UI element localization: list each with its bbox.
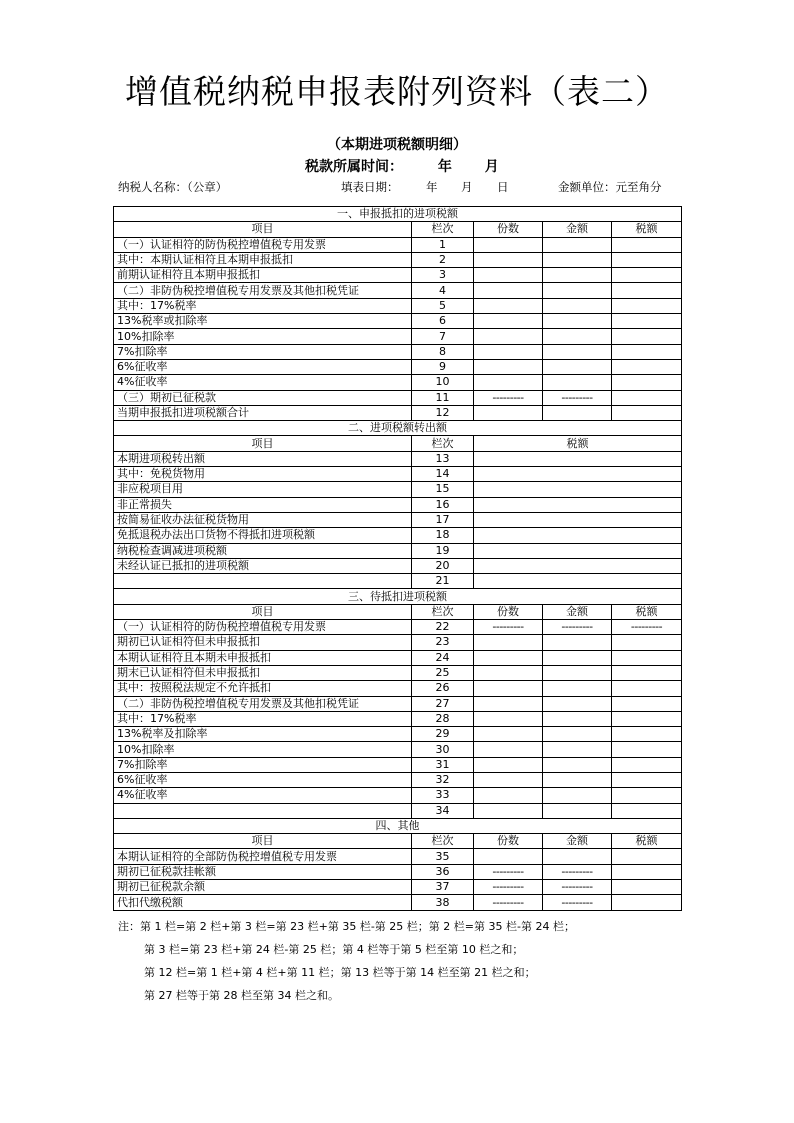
footnotes: [118, 915, 575, 1007]
copies-cell[interactable]: [474, 237, 543, 252]
tax-cell[interactable]: [474, 482, 682, 497]
row-label: 其中：17%税率: [114, 298, 412, 313]
table-row: [114, 390, 682, 405]
copies-cell[interactable]: [474, 283, 543, 298]
section-title: 四、其他: [114, 818, 682, 833]
column-header-row: [114, 222, 682, 237]
footnote-line: 第 12 栏=第 1 栏+第 4 栏+第 11 栏；第 13 栏等于第 14 栏至第 21 栏之和；: [144, 966, 536, 979]
header-item: 项目: [114, 222, 412, 237]
row-number: 12: [412, 405, 474, 420]
row-number: 27: [412, 696, 474, 711]
copies-cell[interactable]: [474, 298, 543, 313]
table-row: [114, 482, 682, 497]
row-label: 6%征收率: [114, 359, 412, 374]
table-row: [114, 512, 682, 527]
header-amount: 金额: [543, 834, 612, 849]
table-row: [114, 681, 682, 696]
row-number: 36: [412, 864, 474, 879]
disabled-cell: ---------: [543, 895, 612, 910]
tax-cell[interactable]: [612, 772, 682, 787]
tax-cell[interactable]: [612, 298, 682, 313]
table-row: [114, 772, 682, 787]
header-line: 栏次: [412, 834, 474, 849]
tax-cell[interactable]: [612, 803, 682, 818]
header-tax: 税额: [612, 222, 682, 237]
amount-cell[interactable]: [543, 788, 612, 803]
row-label: 非应税项目用: [114, 482, 412, 497]
table-row: [114, 574, 682, 589]
row-number: 2: [412, 252, 474, 267]
row-number: 15: [412, 482, 474, 497]
column-header-row: [114, 604, 682, 619]
tax-cell[interactable]: [474, 512, 682, 527]
amount-cell[interactable]: [543, 696, 612, 711]
amount-cell[interactable]: [543, 359, 612, 374]
row-label: 其中：按照税法规定不允许抵扣: [114, 681, 412, 696]
disabled-cell: ---------: [474, 880, 543, 895]
tax-cell[interactable]: [612, 635, 682, 650]
copies-cell[interactable]: [474, 849, 543, 864]
table-row: [114, 788, 682, 803]
tax-cell[interactable]: [474, 497, 682, 512]
fill-date-year: 年: [426, 180, 438, 194]
header-item: 项目: [114, 834, 412, 849]
row-label: [114, 574, 412, 589]
row-number: 23: [412, 635, 474, 650]
input-tax-table: [113, 206, 682, 911]
amount-cell[interactable]: [543, 375, 612, 390]
disabled-cell: ---------: [543, 620, 612, 635]
table-row: [114, 864, 682, 879]
amount-cell[interactable]: [543, 314, 612, 329]
header-copies: 份数: [474, 222, 543, 237]
copies-cell[interactable]: [474, 252, 543, 267]
row-number: 21: [412, 574, 474, 589]
currency-unit: 金额单位：元至角分: [558, 180, 662, 194]
table-row: [114, 803, 682, 818]
column-header-row: [114, 834, 682, 849]
tax-cell[interactable]: [474, 543, 682, 558]
tax-cell[interactable]: [612, 344, 682, 359]
row-label: （一）认证相符的防伪税控增值税专用发票: [114, 237, 412, 252]
amount-cell[interactable]: [543, 268, 612, 283]
amount-cell[interactable]: [543, 635, 612, 650]
table-row: [114, 849, 682, 864]
row-label: 6%征收率: [114, 772, 412, 787]
table-row: [114, 558, 682, 573]
tax-cell[interactable]: [612, 390, 682, 405]
row-number: 13: [412, 451, 474, 466]
row-label: 其中：17%税率: [114, 711, 412, 726]
header-amount: 金额: [543, 222, 612, 237]
header-tax: 税额: [474, 436, 682, 451]
form-subtitle: （本期进项税额明细）: [327, 137, 467, 153]
copies-cell[interactable]: [474, 375, 543, 390]
table-row: [114, 742, 682, 757]
section-title: 二、进项税额转出额: [114, 421, 682, 436]
tax-period-label: 税款所属时间：: [305, 159, 403, 175]
header-line: 栏次: [412, 222, 474, 237]
row-number: 20: [412, 558, 474, 573]
row-number: 14: [412, 467, 474, 482]
table-row: [114, 252, 682, 267]
copies-cell[interactable]: [474, 727, 543, 742]
table-row: [114, 314, 682, 329]
amount-cell[interactable]: [543, 237, 612, 252]
copies-cell[interactable]: [474, 635, 543, 650]
tax-cell[interactable]: [474, 558, 682, 573]
row-number: 38: [412, 895, 474, 910]
disabled-cell: ---------: [612, 620, 682, 635]
table-row: [114, 237, 682, 252]
header-copies: 份数: [474, 834, 543, 849]
row-label: 7%扣除率: [114, 757, 412, 772]
section-title: 一、申报抵扣的进项税额: [114, 207, 682, 222]
amount-cell[interactable]: [543, 665, 612, 680]
row-label: 前期认证相符且本期申报抵扣: [114, 268, 412, 283]
copies-cell[interactable]: [474, 742, 543, 757]
disabled-cell: ---------: [474, 390, 543, 405]
row-number: 7: [412, 329, 474, 344]
table-row: [114, 283, 682, 298]
row-number: 37: [412, 880, 474, 895]
section-header-row: [114, 589, 682, 604]
row-label: 10%扣除率: [114, 742, 412, 757]
table-row: [114, 635, 682, 650]
table-row: [114, 895, 682, 910]
row-number: 34: [412, 803, 474, 818]
tax-cell[interactable]: [474, 451, 682, 466]
tax-cell[interactable]: [612, 742, 682, 757]
copies-cell[interactable]: [474, 314, 543, 329]
disabled-cell: ---------: [474, 620, 543, 635]
copies-cell[interactable]: [474, 711, 543, 726]
table-row: [114, 298, 682, 313]
amount-cell[interactable]: [543, 727, 612, 742]
section-header-row: [114, 818, 682, 833]
table-row: [114, 711, 682, 726]
tax-cell[interactable]: [612, 650, 682, 665]
tax-cell[interactable]: [612, 665, 682, 680]
tax-cell[interactable]: [612, 880, 682, 895]
table-row: [114, 543, 682, 558]
copies-cell[interactable]: [474, 757, 543, 772]
tax-cell[interactable]: [612, 359, 682, 374]
footnote-line: 第 27 栏等于第 28 栏至第 34 栏之和。: [144, 989, 339, 1002]
row-number: 9: [412, 359, 474, 374]
row-label: 本期认证相符且本期未申报抵扣: [114, 650, 412, 665]
tax-cell[interactable]: [612, 314, 682, 329]
amount-cell[interactable]: [543, 681, 612, 696]
amount-cell[interactable]: [543, 329, 612, 344]
copies-cell[interactable]: [474, 405, 543, 420]
tax-cell[interactable]: [612, 405, 682, 420]
table-row: [114, 727, 682, 742]
row-number: 18: [412, 528, 474, 543]
disabled-cell: ---------: [543, 880, 612, 895]
amount-cell[interactable]: [543, 344, 612, 359]
row-number: 6: [412, 314, 474, 329]
row-number: 22: [412, 620, 474, 635]
copies-cell[interactable]: [474, 772, 543, 787]
row-label: 未经认证已抵扣的进项税额: [114, 558, 412, 573]
row-label: 免抵退税办法出口货物不得抵扣进项税额: [114, 528, 412, 543]
row-label: 非正常损失: [114, 497, 412, 512]
row-number: 4: [412, 283, 474, 298]
header-amount: 金额: [543, 604, 612, 619]
header-tax: 税额: [612, 604, 682, 619]
header-line: 栏次: [412, 604, 474, 619]
table-row: [114, 665, 682, 680]
table-row: [114, 467, 682, 482]
row-number: 26: [412, 681, 474, 696]
amount-cell[interactable]: [543, 757, 612, 772]
tax-cell[interactable]: [612, 849, 682, 864]
row-label: 期初已征税款挂帐额: [114, 864, 412, 879]
copies-cell[interactable]: [474, 329, 543, 344]
table-row: [114, 696, 682, 711]
row-label: [114, 803, 412, 818]
row-number: 24: [412, 650, 474, 665]
tax-cell[interactable]: [612, 268, 682, 283]
row-label: （一）认证相符的防伪税控增值税专用发票: [114, 620, 412, 635]
row-label: 按简易征收办法征税货物用: [114, 512, 412, 527]
footnote-line: 第 3 栏=第 23 栏+第 24 栏-第 25 栏；第 4 栏等于第 5 栏至第 10 栏之和；: [144, 943, 524, 956]
table-row: [114, 375, 682, 390]
fill-date-month: 月: [461, 180, 473, 194]
amount-cell[interactable]: [543, 711, 612, 726]
row-number: 17: [412, 512, 474, 527]
table-row: [114, 528, 682, 543]
tax-period-month: 月: [484, 159, 499, 175]
disabled-cell: ---------: [543, 864, 612, 879]
row-label: 其中：本期认证相符且本期申报抵扣: [114, 252, 412, 267]
row-number: 32: [412, 772, 474, 787]
amount-cell[interactable]: [543, 252, 612, 267]
disabled-cell: ---------: [474, 864, 543, 879]
row-number: 5: [412, 298, 474, 313]
row-label: 13%税率及扣除率: [114, 727, 412, 742]
column-header-row: [114, 436, 682, 451]
table-row: [114, 359, 682, 374]
amount-cell[interactable]: [543, 405, 612, 420]
copies-cell[interactable]: [474, 696, 543, 711]
row-number: 10: [412, 375, 474, 390]
row-label: 4%征收率: [114, 375, 412, 390]
row-number: 35: [412, 849, 474, 864]
row-label: 本期进项税转出额: [114, 451, 412, 466]
tax-cell[interactable]: [612, 283, 682, 298]
copies-cell[interactable]: [474, 665, 543, 680]
row-number: 19: [412, 543, 474, 558]
table-row: [114, 880, 682, 895]
row-number: 1: [412, 237, 474, 252]
copies-cell[interactable]: [474, 681, 543, 696]
table-row: [114, 497, 682, 512]
fill-date-label: 填表日期：: [341, 180, 399, 194]
footnote-line: 注：第 1 栏=第 2 栏+第 3 栏=第 23 栏+第 35 栏-第 25 栏；第 2 栏=第 35 栏-第 24 栏；: [118, 920, 575, 933]
row-label: 13%税率或扣除率: [114, 314, 412, 329]
table-row: [114, 650, 682, 665]
copies-cell[interactable]: [474, 359, 543, 374]
copies-cell[interactable]: [474, 803, 543, 818]
section-header-row: [114, 421, 682, 436]
row-label: 期末已认证相符但未申报抵扣: [114, 665, 412, 680]
table-row: [114, 451, 682, 466]
row-label: 7%扣除率: [114, 344, 412, 359]
row-number: 3: [412, 268, 474, 283]
row-number: 11: [412, 390, 474, 405]
tax-cell[interactable]: [474, 574, 682, 589]
tax-cell[interactable]: [612, 375, 682, 390]
header-item: 项目: [114, 604, 412, 619]
amount-cell[interactable]: [543, 283, 612, 298]
table-row: [114, 405, 682, 420]
copies-cell[interactable]: [474, 650, 543, 665]
table-row: [114, 329, 682, 344]
table-row: [114, 757, 682, 772]
disabled-cell: ---------: [474, 895, 543, 910]
tax-cell[interactable]: [612, 788, 682, 803]
row-label: （二）非防伪税控增值税专用发票及其他扣税凭证: [114, 696, 412, 711]
row-label: 10%扣除率: [114, 329, 412, 344]
tax-period-year: 年: [437, 159, 452, 175]
copies-cell[interactable]: [474, 344, 543, 359]
row-label: 纳税检查调减进项税额: [114, 543, 412, 558]
tax-cell[interactable]: [474, 528, 682, 543]
tax-cell[interactable]: [612, 696, 682, 711]
row-number: 33: [412, 788, 474, 803]
taxpayer-name-label: 纳税人名称：（公章）: [118, 180, 228, 194]
tax-cell[interactable]: [612, 329, 682, 344]
disabled-cell: ---------: [543, 390, 612, 405]
row-label: （二）非防伪税控增值税专用发票及其他扣税凭证: [114, 283, 412, 298]
header-item: 项目: [114, 436, 412, 451]
header-copies: 份数: [474, 604, 543, 619]
tax-cell[interactable]: [612, 681, 682, 696]
form-title: 增值税纳税申报表附列资料（表二）: [125, 72, 669, 111]
row-number: 16: [412, 497, 474, 512]
table-row: [114, 268, 682, 283]
row-number: 28: [412, 711, 474, 726]
row-label: 代扣代缴税额: [114, 895, 412, 910]
tax-period: [305, 156, 499, 176]
table-row: [114, 620, 682, 635]
row-number: 29: [412, 727, 474, 742]
section-header-row: [114, 207, 682, 222]
row-label: 4%征收率: [114, 788, 412, 803]
row-label: 本期认证相符的全部防伪税控增值税专用发票: [114, 849, 412, 864]
amount-cell[interactable]: [543, 298, 612, 313]
table-row: [114, 344, 682, 359]
fill-date-day: 日: [497, 180, 509, 194]
row-label: （三）期初已征税款: [114, 390, 412, 405]
row-label: 当期申报抵扣进项税额合计: [114, 405, 412, 420]
tax-cell[interactable]: [612, 252, 682, 267]
tax-cell[interactable]: [474, 467, 682, 482]
tax-cell[interactable]: [612, 711, 682, 726]
amount-cell[interactable]: [543, 742, 612, 757]
amount-cell[interactable]: [543, 803, 612, 818]
amount-cell[interactable]: [543, 650, 612, 665]
header-line: 栏次: [412, 436, 474, 451]
row-number: 25: [412, 665, 474, 680]
amount-cell[interactable]: [543, 772, 612, 787]
tax-cell[interactable]: [612, 757, 682, 772]
row-number: 30: [412, 742, 474, 757]
copies-cell[interactable]: [474, 268, 543, 283]
tax-cell[interactable]: [612, 237, 682, 252]
tax-cell[interactable]: [612, 895, 682, 910]
row-label: 期初已认证相符但未申报抵扣: [114, 635, 412, 650]
row-number: 8: [412, 344, 474, 359]
copies-cell[interactable]: [474, 788, 543, 803]
tax-cell[interactable]: [612, 727, 682, 742]
header-tax: 税额: [612, 834, 682, 849]
row-label: 其中：免税货物用: [114, 467, 412, 482]
tax-cell[interactable]: [612, 864, 682, 879]
row-label: 期初已征税款余额: [114, 880, 412, 895]
amount-cell[interactable]: [543, 849, 612, 864]
section-title: 三、待抵扣进项税额: [114, 589, 682, 604]
row-number: 31: [412, 757, 474, 772]
